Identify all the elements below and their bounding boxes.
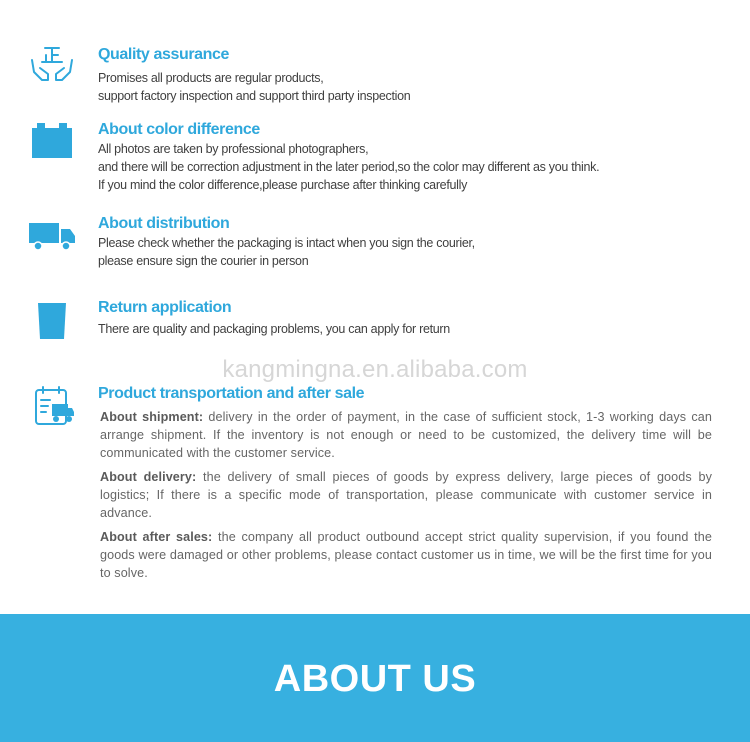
description-line: Please check whether the packaging is intact when you sign the courier, (98, 236, 475, 250)
section-description (98, 140, 599, 194)
watermark: kangmingna.en.alibaba.com (222, 356, 528, 383)
description-line: Promises all products are regular products, (98, 71, 324, 85)
section-description (98, 320, 450, 338)
clipboard-truck-icon (28, 384, 76, 428)
about-us-banner (0, 614, 750, 742)
shipment-label: About shipment: (100, 410, 204, 424)
hands-quality-icon (28, 42, 76, 86)
description-line: support factory inspection and support third party inspection (98, 89, 411, 103)
shipment-text: delivery in the order of payment, in the case of sufficient stock, 1-3 working days can arrange shipment. If the inventory is not enough or need to be customized, the delivery time will be communicated with the customer service. (100, 410, 712, 461)
delivery-text: the delivery of small pieces of goods by express delivery, large pieces of goods by logistics; If there is a specific mode of transportation, please communicate with customer service in advance. (100, 470, 712, 521)
section-title: Return application (98, 299, 232, 316)
after-sales-text: the company all product outbound accept strict quality supervision, if you found the goods were damaged or other problems, please contact customer us in time, we will be the first time for you to solve. (100, 530, 712, 581)
section-title: About distribution (98, 215, 230, 232)
after-sales-label: About after sales: (100, 530, 213, 544)
description-line: please ensure sign the courier in person (98, 254, 309, 268)
delivery-label: About delivery: (100, 470, 197, 484)
delivery-paragraph (100, 468, 712, 523)
shipment-paragraph (100, 408, 712, 463)
description-line: and there will be correction adjustment in the later period,so the color may different as you think. (98, 160, 600, 174)
section-description (98, 69, 410, 105)
description-line: There are quality and packaging problems, you can apply for return (98, 322, 450, 336)
battery-icon (28, 119, 76, 163)
package-icon (28, 299, 76, 343)
banner-title: ABOUT US (273, 658, 477, 700)
description-line: All photos are taken by professional photographers, (98, 142, 369, 156)
after-sales-paragraph (100, 528, 712, 583)
description-line: If you mind the color difference,please purchase after thinking carefully (98, 178, 468, 192)
section-description (98, 234, 475, 270)
section-title: Product transportation and after sale (98, 385, 365, 402)
section-title: Quality assurance (98, 46, 230, 63)
section-title: About color difference (98, 121, 260, 138)
truck-icon (28, 213, 76, 257)
